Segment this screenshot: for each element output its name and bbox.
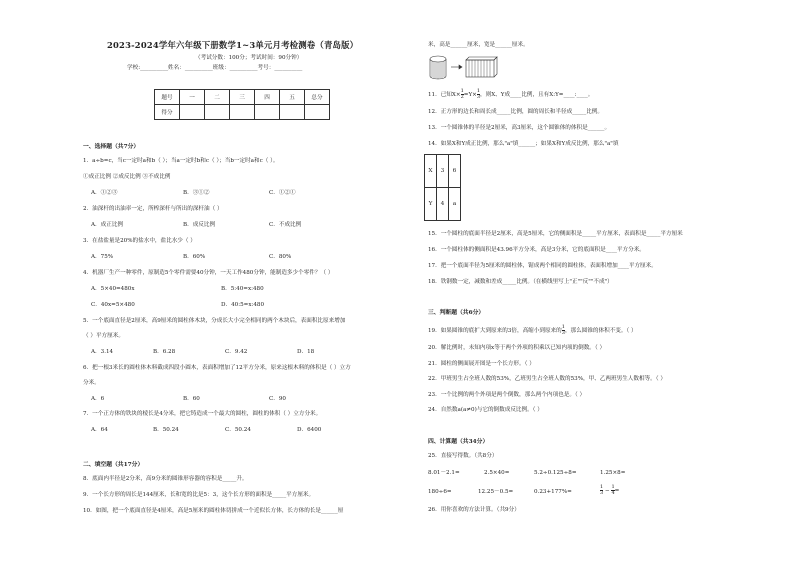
exam-info: （考试分数：100分；考试时间：90分钟） [195, 55, 303, 61]
choice: B．③①② [183, 190, 210, 196]
xy-row [425, 188, 461, 221]
question-11 [428, 89, 593, 100]
score-header-cell: 五 [280, 90, 305, 105]
question-6: 6．把一根3米长的圆柱体木料截成四段小圆木，表面积增加了12平方分米，原来这根木料的体积是（ ）立方 [83, 365, 351, 371]
question-2: 2．油深杆的出油率一定，所榨深杆与所出的深杆油（ ） [83, 206, 223, 212]
q19-text: 19．如果圆锥的底扩大到原来的3倍，高缩小到原来的 [428, 328, 562, 334]
question-14: 14．如果X和Y成正比例，那么"a"填______；如果X和Y成反比例，那么"a"填 [428, 141, 619, 147]
choice: A．成正比例 [91, 222, 124, 228]
choice: A．①②③ [91, 190, 118, 196]
section-heading: 四、计算题（共34分） [428, 439, 489, 445]
xy-cell: 6 [449, 155, 461, 188]
xy-cell: 3 [437, 155, 449, 188]
score-table [154, 89, 330, 120]
question-25: 25．直接写得数。（共8分） [428, 453, 498, 459]
question-3: 3．在盐盐量是20%的盐水中，盐比水少（ ） [83, 238, 196, 244]
score-cell[interactable] [230, 105, 255, 120]
choice: D．40:5=x:480 [221, 302, 265, 308]
question-19 [428, 325, 637, 336]
choice: D．6400 [297, 427, 322, 433]
question-22: 22．甲班男生占全班人数的53%，乙班男生占全班人数的53%，甲、乙两班男生人数相等。（ ） [428, 376, 666, 382]
score-header-cell: 四 [255, 90, 280, 105]
calc-item: 180÷6= [428, 489, 452, 495]
score-header-cell: 一 [180, 90, 205, 105]
calc-item: 1.25×8= [600, 470, 626, 476]
question-5-cont: （ ）平方厘米。 [83, 333, 124, 339]
question-20: 20．解比例时，未知内项x等于两个外项的积乘以已知内项的倒数。（ ） [428, 345, 606, 351]
question-1: 1．a÷b=c，当c一定时a和b（ ）；当a一定时b和c（ ）；当b一定时a和c（ ）。 [83, 158, 279, 164]
question-1-options: ①成正比例 ②成反比例 ③不成比例 [83, 174, 171, 180]
section-heading: 三、判断题（共6分） [428, 310, 485, 316]
question-9: 9．一个长方形的周长是144厘米，长和宽的比是5：3，这个长方形的面积是_____平方厘米。 [83, 492, 315, 498]
numerator: 1 [611, 484, 615, 490]
calc-item: 5.2÷0.125÷8= [534, 470, 577, 476]
denominator: 3 [561, 330, 565, 336]
numerator: 1 [476, 88, 481, 94]
choice: A．75% [91, 254, 114, 260]
score-cell[interactable] [180, 105, 205, 120]
calc-item: 12.25－0.5= [478, 489, 514, 495]
section-heading: 一、选择题（共7分） [83, 144, 140, 150]
choice: C．40x=5×480 [91, 302, 135, 308]
cylinder-icon [430, 56, 446, 79]
choice: C．9.42 [225, 349, 248, 355]
xy-cell: X [425, 155, 437, 188]
question-12: 12．正方形的边长和周长成_____比例，圆的周长和半径成_____比例。 [428, 109, 603, 115]
cylinder-figure [428, 54, 500, 82]
choice: C．90 [269, 396, 286, 402]
q11-text: ，则X、Y成____比例，且有X:Y=____:____。 [480, 92, 594, 98]
question-18: 18．铁钢数一定，减数和差成_____比例。（在横线里写上"正""反""不成"） [428, 279, 613, 285]
question-24: 24．自然数a(a≠0)与它的倒数成反比例。（ ） [428, 407, 543, 413]
question-10-cont: 米，高是______厘米，宽是______厘米。 [428, 42, 529, 48]
score-cell[interactable] [205, 105, 230, 120]
calc-item: 8.01－2.1= [428, 470, 460, 476]
numerator: 1 [561, 324, 565, 330]
minus-sign: − [604, 488, 610, 494]
choice: B．60 [183, 396, 200, 402]
fraction [600, 485, 603, 496]
cuboid-icon [466, 57, 497, 77]
choice: B．成反比例 [183, 222, 216, 228]
choice: C．80% [269, 254, 292, 260]
score-header-cell: 题号 [155, 90, 180, 105]
denominator: 3 [600, 490, 604, 496]
denominator: 3 [476, 94, 481, 100]
score-cell[interactable] [255, 105, 280, 120]
denominator: 4 [611, 490, 615, 496]
choice: B．5:40=x:480 [221, 286, 264, 292]
student-info-line: 学校:__________姓名：__________班级：__________考号：__________ [127, 65, 303, 71]
xy-table [424, 154, 461, 221]
question-13: 13．一个圆锥体的半径是2厘米，高3厘米，这个圆锥体的体积是______。 [428, 125, 611, 131]
choice: A．5×40=480x [91, 286, 135, 292]
question-23: 23．一个比例的两个外项是两个倒数，那么两个内项也是。（ ） [428, 392, 586, 398]
choice: D．18 [297, 349, 315, 355]
score-header-cell: 三 [230, 90, 255, 105]
question-15: 15．一个圆柱的底面半径是2厘米，高是5厘米，它的侧面积是_____平方厘米，表面积是_____平方厘米 [428, 231, 683, 237]
choice: C．50.24 [225, 427, 251, 433]
numerator: 1 [600, 484, 604, 490]
choice: A．6 [91, 396, 105, 402]
question-6-cont: 分米。 [83, 380, 100, 386]
q19-text: ，那么圆锥的体积不变。（ ） [564, 328, 637, 334]
question-7: 7．一个正方体的铁块的棱长是4分米，把它铸造成一个最大的圆柱，圆柱的体积（ ）立方分米。 [83, 411, 322, 417]
score-header-cell: 总分 [305, 90, 330, 105]
question-21: 21．圆柱的侧面展开图是一个长方形。（ ） [428, 361, 535, 367]
denominator: 2 [460, 94, 464, 100]
arrow-icon [451, 65, 462, 69]
choice: C．不成比例 [269, 222, 302, 228]
exam-title: 2023-2024学年六年级下册数学1~3单元月考检测卷（青岛版） [107, 40, 359, 50]
question-8: 8．底面内半径是2分米，高9分米的圆锥形容器的容积是_____升。 [83, 476, 248, 482]
score-cell[interactable] [280, 105, 305, 120]
calc-item: 0.23+177%= [534, 489, 572, 495]
calc-item: 2.5×40= [484, 470, 510, 476]
question-10: 10．如图，把一个底面直径是4厘米，高是5厘米的圆柱体切拼成一个近似长方体，长方体的长是______厘 [83, 508, 344, 514]
score-table-row [155, 105, 330, 120]
choice: A．3.14 [91, 349, 114, 355]
calc-fraction-item [600, 485, 619, 496]
choice: B．60% [183, 254, 206, 260]
xy-cell: 4 [437, 188, 449, 221]
choice: C．①②① [269, 190, 296, 196]
score-row-label: 得分 [155, 105, 180, 120]
xy-cell: a [449, 188, 461, 221]
choice: A．64 [91, 427, 108, 433]
score-header-cell: 二 [205, 90, 230, 105]
question-5: 5．一个底面直径是2厘米，高9厘米的圆柱体木块，分成长大小完全相同的两个木块后，表面积比原来增加 [83, 318, 346, 324]
score-cell[interactable] [305, 105, 330, 120]
question-26: 26．用你喜欢的方法计算。（共9分） [428, 507, 520, 513]
equals-sign: = [614, 488, 620, 494]
q11-text: =Y× [463, 92, 477, 98]
section-heading: 二、填空题（共17分） [83, 462, 144, 468]
choice: B．6.28 [153, 349, 176, 355]
xy-row [425, 155, 461, 188]
numerator: 1 [460, 88, 464, 94]
xy-cell: Y [425, 188, 437, 221]
question-17: 17．把一个底面半径为5厘米的圆柱体，锯成两个相同的圆柱体，表面积增加____平方厘米。 [428, 263, 657, 269]
score-table-header-row [155, 90, 330, 105]
choice: B．50.24 [153, 427, 179, 433]
question-4: 4．机器厂生产一种零件，原制造5个零件需要40分钟，一天工作480分钟，能制造多少个零件？（ ） [83, 270, 334, 276]
q11-text: 11．已知X× [428, 92, 461, 98]
question-16: 16．一个圆柱体的侧面积是43.96平方分米，高是3分米，它的底面积是____平方分米。 [428, 247, 645, 253]
